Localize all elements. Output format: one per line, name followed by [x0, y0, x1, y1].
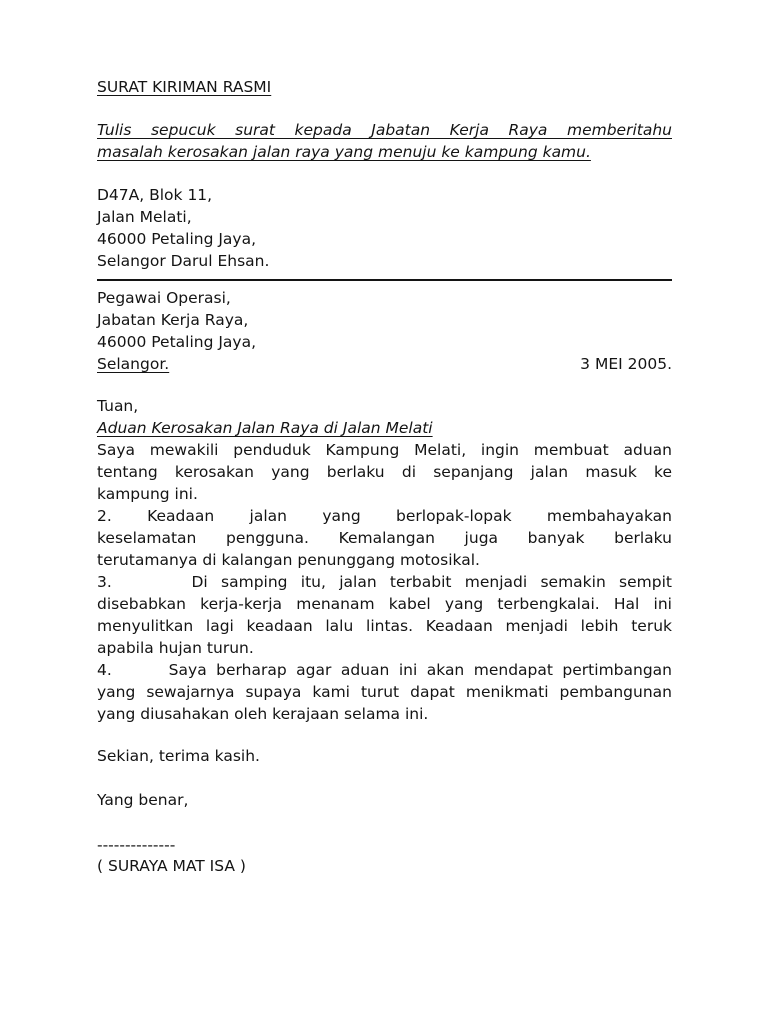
- signatory-name: ( SURAYA MAT ISA ): [97, 857, 246, 875]
- address-divider: [97, 279, 672, 281]
- body-line: apabila hujan turun.: [97, 639, 254, 657]
- body-paragraph: [97, 659, 672, 725]
- body-line: yang sewajarnya supaya kami turut dapat menikmati pembangunan: [97, 683, 672, 701]
- recipient-date-row: [97, 353, 672, 375]
- sender-address-line: Jalan Melati,: [97, 208, 192, 226]
- sender-address-line: 46000 Petaling Jaya,: [97, 230, 257, 248]
- body-paragraph: [97, 505, 672, 571]
- recipient-address-line: Selangor.: [97, 355, 170, 373]
- salutation: Tuan,: [97, 397, 139, 415]
- body-line: Saya mewakili penduduk Kampung Melati, ingin membuat aduan: [97, 441, 672, 459]
- sender-address: [97, 184, 672, 272]
- letter-page: [97, 76, 672, 877]
- page-heading: SURAT KIRIMAN RASMI: [97, 78, 272, 96]
- recipient-address: [97, 287, 672, 375]
- body-line: 4. Saya berharap agar aduan ini akan mendapat pertimbangan: [97, 661, 672, 679]
- body-line: yang diusahakan oleh kerajaan selama ini.: [97, 705, 429, 723]
- body-line: tentang kerosakan yang berlaku di sepanjang jalan masuk ke: [97, 463, 672, 481]
- letter-date: 3 MEI 2005.: [580, 355, 672, 373]
- signature-line: --------------: [97, 836, 176, 854]
- task-line-1: Tulis sepucuk surat kepada Jabatan Kerja Raya memberitahu: [97, 121, 672, 139]
- body-line: keselamatan pengguna. Kemalangan juga banyak berlaku: [97, 529, 672, 547]
- letter-body: [97, 439, 672, 725]
- body-paragraph: [97, 571, 672, 659]
- sender-address-line: D47A, Blok 11,: [97, 186, 213, 204]
- closing-remark: Sekian, terima kasih.: [97, 747, 260, 765]
- letter-subject: Aduan Kerosakan Jalan Raya di Jalan Melati: [97, 419, 433, 437]
- recipient-address-line: Pegawai Operasi,: [97, 289, 231, 307]
- body-paragraph: [97, 439, 672, 505]
- body-line: 2. Keadaan jalan yang berlopak-lopak membahayakan: [97, 507, 672, 525]
- body-line: disebabkan kerja-kerja menanam kabel yang terbengkalai. Hal ini: [97, 595, 672, 613]
- recipient-address-line: Jabatan Kerja Raya,: [97, 311, 249, 329]
- sign-off: Yang benar,: [97, 791, 189, 809]
- recipient-address-line: 46000 Petaling Jaya,: [97, 333, 257, 351]
- body-line: kampung ini.: [97, 485, 198, 503]
- body-line: 3. Di samping itu, jalan terbabit menjadi semakin sempit: [97, 573, 672, 591]
- task-line-2: masalah kerosakan jalan raya yang menuju ke kampung kamu.: [97, 143, 591, 161]
- body-line: terutamanya di kalangan penunggang motosikal.: [97, 551, 480, 569]
- body-line: menyulitkan lagi keadaan lalu lintas. Keadaan menjadi lebih teruk: [97, 617, 672, 635]
- sender-address-line: Selangor Darul Ehsan.: [97, 252, 270, 270]
